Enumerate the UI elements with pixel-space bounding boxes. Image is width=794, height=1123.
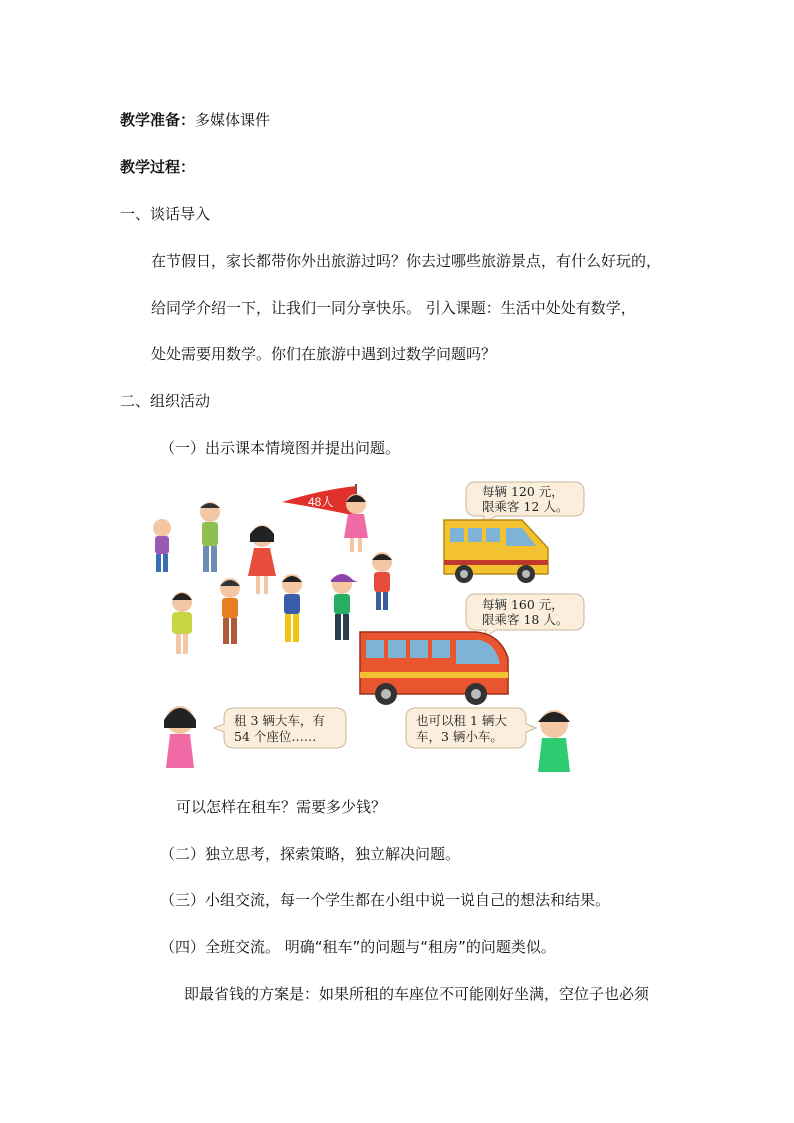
section2-heading: 二、组织活动: [120, 392, 211, 410]
big-bus: [360, 632, 508, 705]
section1-line-3: 处处需要用数学。你们在旅游中遇到过数学问题吗？: [151, 345, 497, 363]
boy-character: [538, 710, 570, 772]
flag: [282, 484, 356, 528]
small-bus-price-line-1: 每辆 120 元，: [482, 484, 564, 499]
teaching-prep: [120, 110, 270, 130]
big-bus-price-line-1: 每辆 160 元，: [482, 597, 564, 612]
girl-character: [164, 706, 196, 768]
boy-speech-bubble: [406, 708, 536, 748]
step-3: （三）小组交流，每一个学生都在小组中说一说自己的想法和结果。: [160, 891, 611, 909]
boy-speech-line-2: 车，3 辆小车。: [416, 729, 503, 744]
teaching-process-heading: 教学过程：: [120, 158, 196, 176]
big-bus-price-bubble: [466, 594, 584, 638]
small-bus-price-bubble: [466, 482, 584, 524]
girl-speech-line-2: 54 个座位……: [234, 729, 317, 744]
textbook-illustration: [150, 476, 594, 776]
rental-question: 可以怎样在租车？需要多少钱？: [176, 798, 387, 816]
big-bus-price-line-2: 限乘客 18 人。: [482, 612, 569, 627]
girl-speech-line-1: 租 3 辆大车，有: [234, 713, 325, 728]
conclusion-line: 即最省钱的方案是：如果所租的车座位不可能刚好坐满，空位子也必须: [184, 985, 650, 1003]
teaching-prep-value: 多媒体课件: [195, 111, 271, 129]
small-bus-price-line-2: 限乘客 12 人。: [482, 499, 569, 514]
step-4: （四）全班交流。 明确“租车”的问题与“租房”的问题类似。: [160, 938, 556, 956]
teaching-prep-label: 教学准备：: [120, 111, 196, 129]
step-1: （一）出示课本情境图并提出问题。: [160, 439, 401, 457]
section1-heading: 一、谈话导入: [120, 205, 211, 223]
section1-line-2: 给同学介绍一下，让我们一同分享快乐。 引入课题：生活中处处有数学，: [151, 299, 636, 317]
small-bus: [444, 520, 548, 583]
section1-line-1: 在节假日，家长都带你外出旅游过吗？你去过哪些旅游景点，有什么好玩的，: [151, 252, 662, 270]
flag-text: 48人: [308, 495, 334, 509]
boy-speech-line-1: 也可以租 1 辆大: [416, 713, 507, 728]
kids-group: [153, 494, 392, 654]
girl-speech-bubble: [214, 708, 346, 748]
step-2: （二）独立思考，探索策略，独立解决问题。: [160, 845, 461, 863]
